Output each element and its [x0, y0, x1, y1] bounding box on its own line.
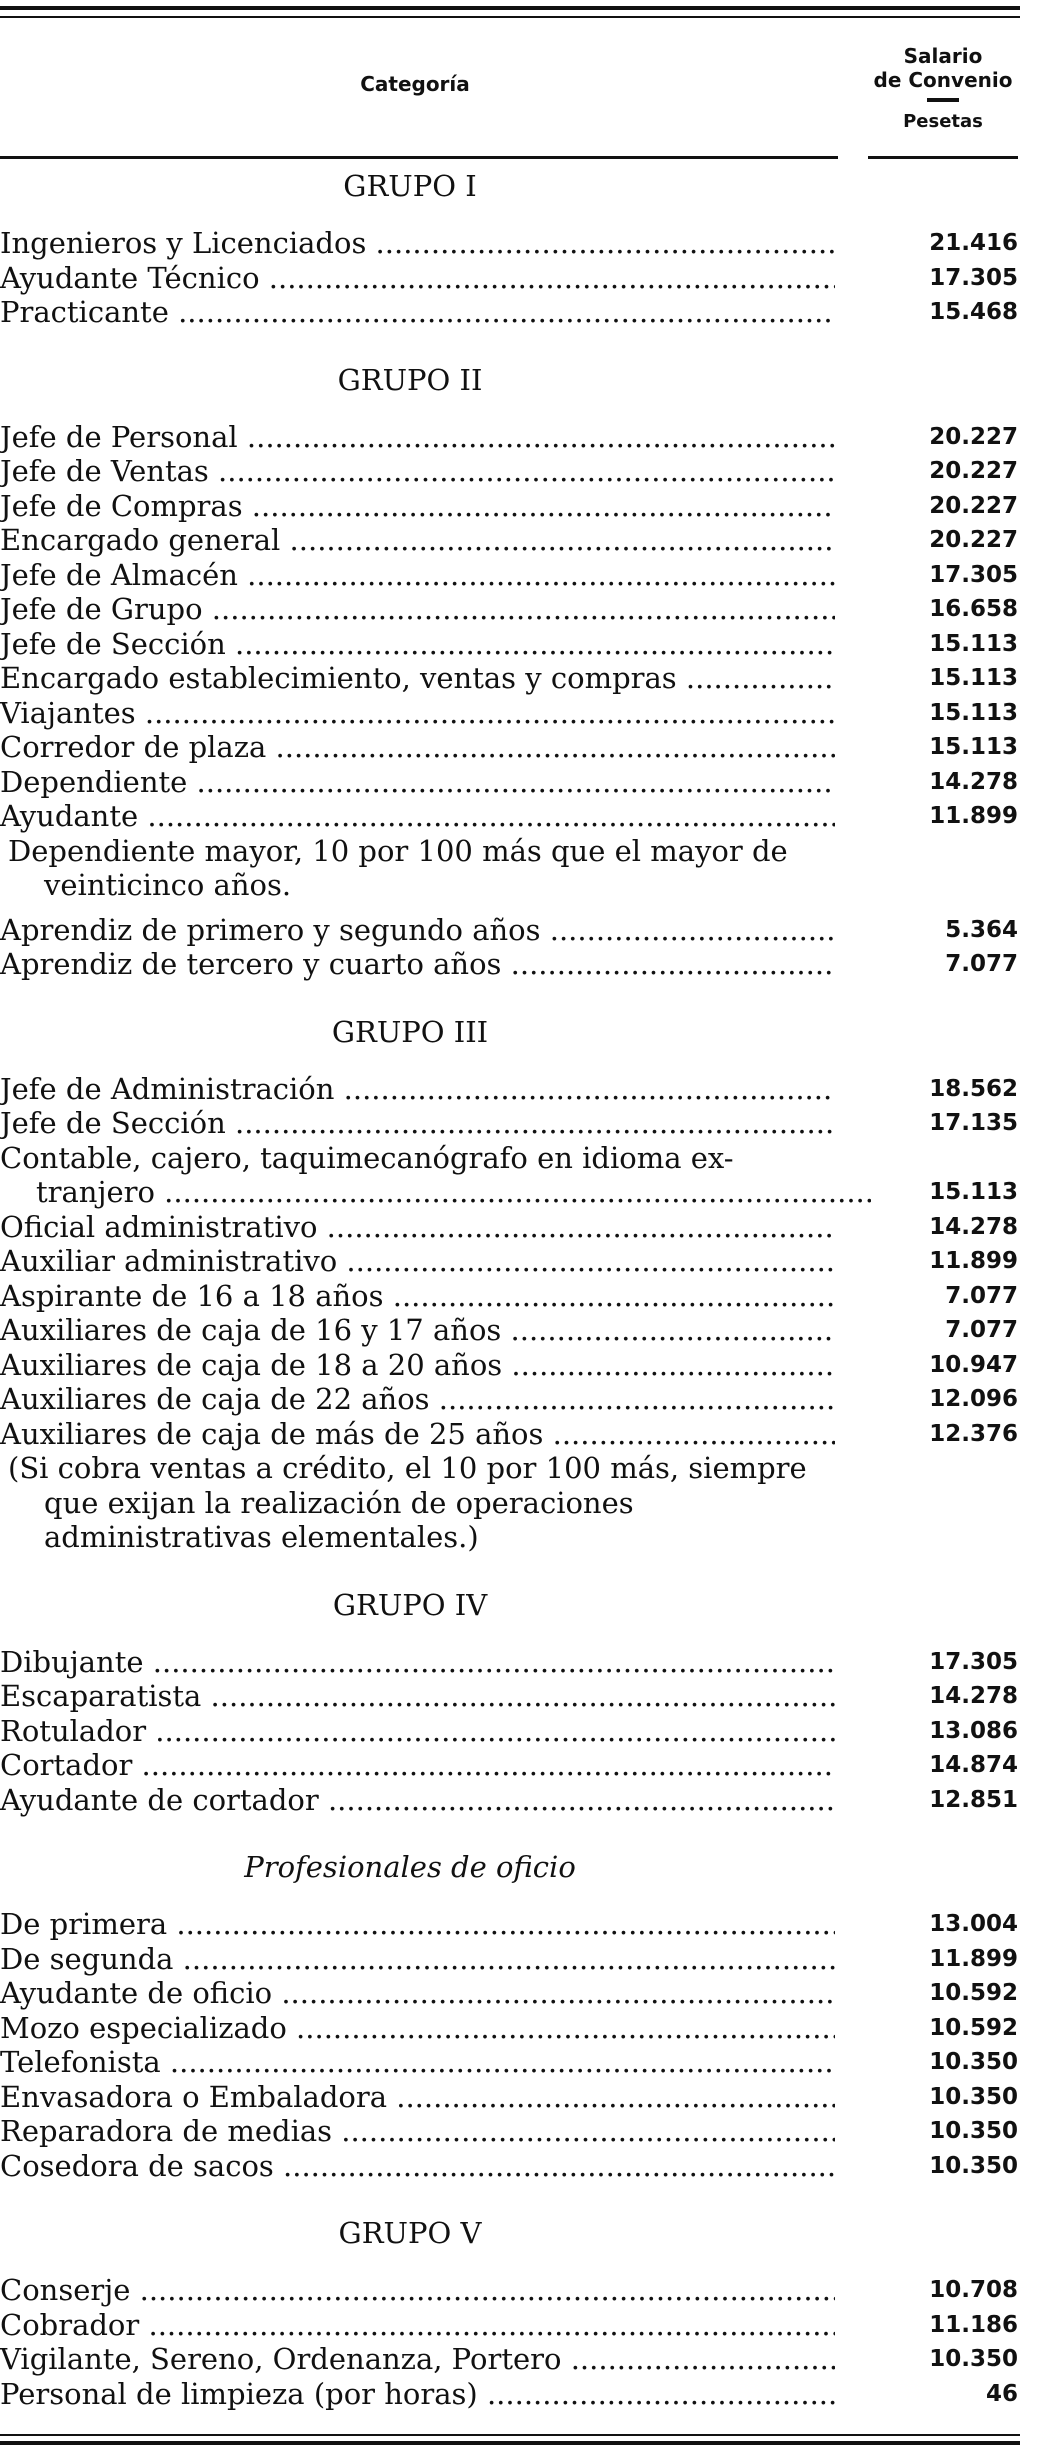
category-label: Jefe de Sección ..... [0, 627, 835, 662]
category-row [0, 1907, 1051, 1942]
top-rule-thick [0, 6, 1020, 10]
category-label: Aprendiz de primero y segundo años ..... [0, 913, 835, 948]
category-label: Auxiliar administrativo ..... [0, 1244, 835, 1279]
category-row [0, 1279, 1051, 1314]
category-label: Aspirante de 16 a 18 años ..... [0, 1279, 835, 1314]
category-row [0, 2308, 1051, 2343]
salary-value: 13.004 [929, 1911, 1018, 1937]
category-row [0, 2149, 1051, 2184]
category-row [0, 2080, 1051, 2115]
group-section [0, 1583, 1051, 1818]
salary-value: 13.086 [929, 1717, 1018, 1744]
category-row [0, 1348, 1051, 1383]
category-row [0, 2011, 1051, 2046]
salary-value: 20.227 [929, 458, 1018, 484]
salary-value: 11.899 [929, 803, 1018, 829]
category-row [0, 1417, 1051, 1452]
salary-value: 17.305 [929, 264, 1018, 291]
salary-table-body [0, 160, 1051, 2411]
salary-value: 46 [985, 2380, 1018, 2407]
salary-value: 11.899 [929, 1945, 1018, 1972]
category-label: Oficial administrativo ..... [0, 1210, 835, 1245]
category-label: Jefe de Grupo ..... [0, 592, 835, 627]
category-row [0, 799, 1051, 834]
group-title: Profesionales de oficio [244, 1850, 576, 1884]
salary-column-header [868, 44, 1018, 134]
category-row [0, 913, 1051, 948]
category-label: Jefe de Compras ..... [0, 489, 835, 524]
category-row [0, 1072, 1051, 1107]
category-label: Escaparatista ..... [0, 1679, 835, 1714]
category-label: Rotulador ..... [0, 1714, 835, 1749]
category-row [0, 1210, 1051, 1245]
category-label: Practicante ..... [0, 295, 835, 330]
salary-value: 16.658 [929, 596, 1018, 622]
category-label: Jefe de Sección ..... [0, 1106, 835, 1141]
group-section [0, 2211, 1051, 2411]
category-row [0, 1976, 1051, 2011]
category-row [0, 696, 1051, 731]
group-section [0, 1845, 1051, 2183]
category-row [0, 1714, 1051, 1749]
salary-value: 12.851 [929, 1786, 1018, 1813]
salary-value: 17.135 [929, 1110, 1018, 1136]
category-row [0, 1645, 1051, 1680]
salary-value: 12.376 [929, 1420, 1018, 1447]
category-label: Viajantes ..... [0, 696, 835, 731]
category-label: Cortador ..... [0, 1748, 835, 1783]
group-title: GRUPO II [337, 362, 483, 397]
salary-value: 7.077 [945, 951, 1018, 977]
category-label: Auxiliares de caja de más de 25 años ..... [0, 1417, 835, 1452]
salary-value: 10.708 [929, 2277, 1018, 2303]
category-row [0, 2114, 1051, 2149]
category-label: Mozo especializado ..... [0, 2011, 835, 2046]
category-row [0, 489, 1051, 524]
salary-value: 15.113 [929, 699, 1018, 726]
category-label: Ingenieros y Licenciados ..... [0, 226, 835, 261]
category-row [0, 1313, 1051, 1348]
salary-value: 7.077 [945, 1282, 1018, 1309]
category-label: Conserje ..... [0, 2273, 835, 2308]
salary-value: 11.186 [929, 2311, 1018, 2338]
category-label: Telefonista ..... [0, 2045, 835, 2080]
group-note: (Si cobra ventas a crédito, el 10 por 100 más, siempre que exijan la realización de operaciones administrativas elementales.) [8, 1451, 807, 1554]
category-label: Corredor de plaza ..... [0, 730, 835, 765]
salary-value: 10.350 [929, 2346, 1018, 2372]
header-dash [927, 98, 959, 102]
salary-unit: Pesetas [903, 111, 983, 132]
salary-value: 5.364 [945, 916, 1018, 943]
salary-value: 18.562 [929, 1075, 1018, 1102]
category-label: Auxiliares de caja de 16 y 17 años ..... [0, 1313, 835, 1348]
salary-value: 14.874 [929, 1752, 1018, 1778]
category-row-continued [0, 1141, 1051, 1176]
category-label: Jefe de Personal ..... [0, 420, 835, 455]
category-label: Vigilante, Sereno, Ordenanza, Portero ..... [0, 2342, 835, 2377]
salary-value: 17.305 [929, 1648, 1018, 1675]
category-row [0, 627, 1051, 662]
group-title: GRUPO V [338, 2216, 482, 2250]
category-row [0, 1106, 1051, 1141]
category-label: Auxiliares de caja de 22 años ..... [0, 1382, 835, 1417]
category-column-header: Categoría [360, 72, 470, 96]
category-label-line1: Contable, cajero, taquimecanógrafo en idioma ex- [0, 1140, 734, 1175]
category-label: Reparadora de medias ..... [0, 2114, 835, 2149]
category-label: Encargado establecimiento, ventas y compras ..... [0, 661, 835, 696]
category-row [0, 2273, 1051, 2308]
category-label: Ayudante ..... [0, 799, 835, 834]
salary-value: 17.305 [929, 561, 1018, 588]
category-label: Jefe de Ventas ..... [0, 454, 835, 489]
category-row [0, 1783, 1051, 1818]
salary-value: 10.350 [929, 2083, 1018, 2110]
salary-header-line2: de Convenio [873, 68, 1013, 92]
salary-value: 10.350 [929, 2049, 1018, 2075]
salary-value: 15.468 [929, 299, 1018, 325]
category-label: Auxiliares de caja de 18 a 20 años ..... [0, 1348, 835, 1383]
salary-value: 15.113 [929, 665, 1018, 691]
category-label: Aprendiz de tercero y cuarto años ..... [0, 947, 835, 982]
category-label: Ayudante de oficio ..... [0, 1976, 835, 2011]
category-label: Dependiente ..... [0, 765, 835, 800]
salary-value: 14.278 [929, 768, 1018, 795]
category-row [0, 2342, 1051, 2377]
salary-value: 15.113 [929, 734, 1018, 760]
salary-value: 10.947 [929, 1351, 1018, 1378]
bottom-rule-thin [0, 2434, 1020, 2436]
category-row [0, 226, 1051, 261]
group-section [0, 358, 1051, 982]
category-row [0, 1679, 1051, 1714]
salary-value: 15.113 [929, 1179, 1018, 1205]
header-rule-right [868, 156, 1018, 159]
salary-value: 14.278 [929, 1213, 1018, 1240]
salary-value: 12.096 [929, 1386, 1018, 1412]
salary-value: 21.416 [929, 230, 1018, 256]
top-rule-thin [0, 16, 1020, 18]
salary-value: 10.350 [929, 2118, 1018, 2144]
category-label: Encargado general ..... [0, 523, 835, 558]
category-row [0, 765, 1051, 800]
category-label: Personal de limpieza (por horas) ..... [0, 2377, 835, 2412]
category-label: Cosedora de sacos ..... [0, 2149, 835, 2184]
group-title: GRUPO III [331, 1014, 489, 1049]
salary-value: 10.592 [929, 1980, 1018, 2006]
category-label: Jefe de Almacén ..... [0, 558, 835, 593]
category-label: Envasadora o Embaladora ..... [0, 2080, 835, 2115]
category-label: De segunda ..... [0, 1942, 835, 1977]
category-label: Dibujante ..... [0, 1645, 835, 1680]
salary-value: 14.278 [929, 1683, 1018, 1709]
header-rule-left [0, 156, 838, 159]
salary-value: 20.227 [929, 492, 1018, 519]
category-row [0, 1244, 1051, 1279]
category-row [0, 2045, 1051, 2080]
category-label: Cobrador ..... [0, 2308, 835, 2343]
category-row [0, 661, 1051, 696]
salary-value: 10.592 [929, 2014, 1018, 2041]
category-row [0, 947, 1051, 982]
category-row [0, 2377, 1051, 2412]
category-row [0, 261, 1051, 296]
category-row [0, 295, 1051, 330]
category-row [0, 1748, 1051, 1783]
salary-value: 11.899 [929, 1248, 1018, 1274]
category-label: Ayudante Técnico ..... [0, 261, 835, 296]
category-label: tranjero ..... [0, 1175, 871, 1210]
category-label: Ayudante de cortador ..... [0, 1783, 835, 1818]
category-row [0, 1382, 1051, 1417]
salary-value: 15.113 [929, 630, 1018, 657]
group-section [0, 1010, 1051, 1555]
salary-value: 7.077 [945, 1317, 1018, 1343]
category-label: De primera ..... [0, 1907, 835, 1942]
category-row [0, 558, 1051, 593]
category-row [0, 1942, 1051, 1977]
salary-header-line1: Salario [903, 44, 983, 68]
group-title: GRUPO IV [332, 1587, 488, 1622]
category-row [0, 730, 1051, 765]
category-label: Jefe de Administración ..... [0, 1072, 835, 1107]
bottom-rule-thick [0, 2441, 1020, 2445]
category-row [0, 523, 1051, 558]
salary-value: 10.350 [929, 2152, 1018, 2179]
category-row [0, 592, 1051, 627]
category-row [0, 1175, 1051, 1210]
category-row [0, 454, 1051, 489]
group-section [0, 164, 1051, 330]
salary-value: 20.227 [929, 423, 1018, 450]
category-row [0, 420, 1051, 455]
salary-value: 20.227 [929, 527, 1018, 553]
group-title: GRUPO I [343, 169, 477, 203]
group-note: Dependiente mayor, 10 por 100 más que el mayor de veinticinco años. [8, 833, 788, 902]
